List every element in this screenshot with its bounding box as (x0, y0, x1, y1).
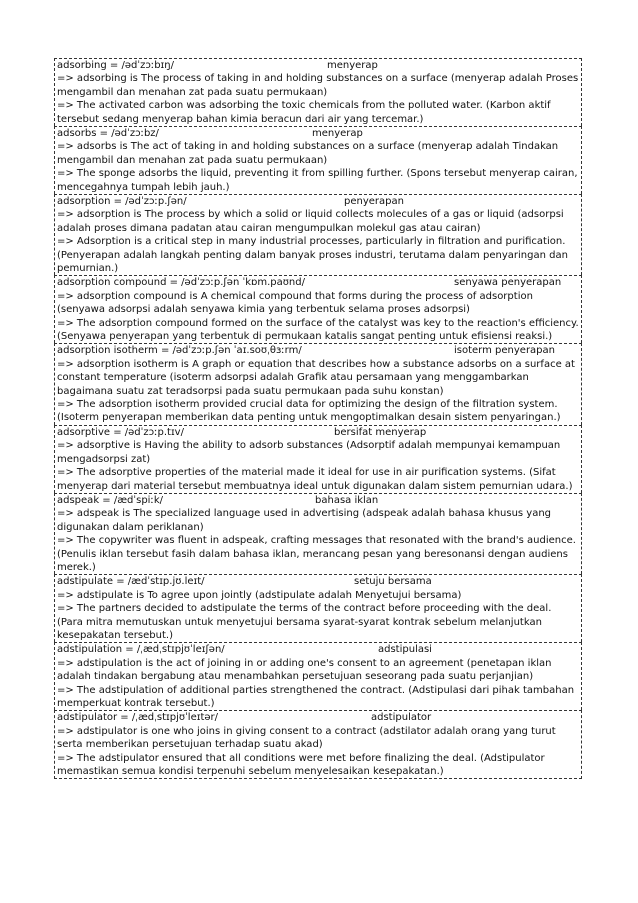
entry-translation: isoterm penyerapan (454, 345, 555, 357)
entry-example: => The adsorptive properties of the material made it ideal for use in air purification systems. (Sifat menyerap dari material tersebut membuatnya ideal untuk digunakan dalam sistem pemurnian udara.) (57, 467, 573, 492)
dictionary-entry (54, 58, 582, 126)
entry-example: => The copywriter was fluent in adspeak, crafting messages that resonated with the brand's audience. (Penulis iklan tersebut fasih dalam bahasa iklan, merancang pesan yang beresonansi dengan audiens merek.) (57, 535, 576, 573)
dictionary-entry (54, 194, 582, 275)
entry-headword: adsorption compound = /ədˈzɔːp.ʃən ˈkɒm.paʊnd/ (57, 277, 305, 289)
entry-headword-line (57, 643, 579, 656)
dictionary-entry (54, 574, 582, 642)
entry-translation: adstipulasi (378, 644, 432, 656)
entry-headword: adspeak = /ædˈspiːk/ (57, 494, 163, 506)
entry-example: => The adsorption compound formed on the surface of the catalyst was key to the reaction's efficiency. (Senyawa penyerapan yang terbentuk di permukaan katalis sangat penting untuk efisiensi reaksi.) (57, 317, 579, 343)
entry-translation: bahasa iklan (315, 494, 379, 506)
entry-headword-line (57, 426, 579, 439)
dictionary-entry (54, 642, 582, 710)
entry-translation: bersifat menyerap (334, 426, 427, 438)
entry-headword-line (57, 127, 579, 140)
dictionary-entry (54, 493, 582, 574)
entry-definition: => adstipulator is one who joins in giving consent to a contract (adstilator adalah orang yang turut serta memberikan persetujuan terhadap suatu akad) (57, 725, 556, 751)
entry-definition: => adstipulation is the act of joining in or adding one's consent to an agreement (penetapan iklan adalah tindakan bergabung atau menambahkan persetujuan seseorang pada suatu perjanjian) (57, 657, 552, 683)
entry-example: => The activated carbon was adsorbing the toxic chemicals from the polluted water. (Karbon aktif tersebut sedang menyerap bahan kimia beracun dari air yang tercemar.) (57, 100, 551, 125)
entry-headword: adstipulation = /ˌædˌstɪpjʊˈleɪʃən/ (57, 644, 225, 656)
entry-translation: penyerapan (344, 196, 404, 208)
entry-example: => Adsorption is a critical step in many industrial processes, particularly in filtration and purification. (Penyerapan adalah langkah penting dalam banyak proses industri, terutama dalam penyaringan dan pemurnian.) (57, 236, 568, 275)
entry-headword-line (57, 276, 579, 289)
entry-translation: menyerap (327, 60, 378, 71)
entry-definition: => adsorptive is Having the ability to adsorb substances (Adsorptif adalah mempunyai kemampuan mengadsorpsi zat) (57, 440, 561, 465)
entry-headword-line (57, 575, 579, 588)
dictionary-entry (54, 425, 582, 493)
dictionary-entry (54, 710, 582, 779)
entry-headword-line (57, 59, 579, 72)
dictionary-document (54, 58, 582, 779)
entry-example: => The sponge adsorbs the liquid, preventing it from spilling further. (Spons tersebut menyerap cairan, mencegahnya tumpah lebih jauh.) (57, 168, 578, 193)
entry-definition: => adspeak is The specialized language used in advertising (adspeak adalah bahasa khusus yang digunakan dalam periklanan) (57, 508, 552, 533)
entry-headword-line (57, 494, 579, 507)
entry-definition: => adsorbing is The process of taking in and holding substances on a surface (menyerap adalah Proses mengambil dan menahan zat pada suatu permukaan) (57, 73, 579, 98)
entry-headword: adsorption isotherm = /ədˈzɔːp.ʃən ˈaɪ.soʊˌθɜːrm/ (57, 345, 302, 357)
entry-headword-line (57, 344, 579, 357)
entry-definition: => adsorbs is The act of taking in and holding substances on a surface (menyerap adalah Tindakan mengambil dan menahan zat pada suatu permukaan) (57, 141, 559, 166)
entry-translation: setuju bersama (354, 576, 432, 588)
dictionary-entry (54, 275, 582, 343)
entry-definition: => adsorption isotherm is A graph or equation that describes how a substance adsorbs on a surface at constant temperature (isoterm adsorpsi adalah Grafik atau persamaan yang menggambarkan bagaimana suatu zat teradsorpsi pada suatu permukaan pada suhu konstan) (57, 358, 575, 397)
entry-example: => The adsorption isotherm provided crucial data for optimizing the design of the filtration system. (Isoterm penyerapan memberikan data penting untuk mengoptimalkan desain sistem penyaringan.) (57, 399, 561, 424)
entry-headword: adsorbing = /ədˈzɔːbɪŋ/ (57, 60, 174, 71)
dictionary-entry (54, 126, 582, 194)
entry-example: => The adstipulator ensured that all conditions were met before finalizing the deal. (Adstipulator memastikan semua kondisi terpenuhi sebelum menyelesaikan kesepakatan.) (57, 752, 545, 777)
entry-headword: adsorptive = /ədˈzɔːp.tɪv/ (57, 426, 184, 438)
entry-translation: adstipulator (371, 712, 432, 724)
entry-definition: => adstipulate is To agree upon jointly (adstipulate adalah Menyetujui bersama) (57, 589, 462, 601)
entry-headword: adstipulate = /ædˈstɪp.jʊ.leɪt/ (57, 576, 205, 588)
entry-headword-line (57, 195, 579, 208)
entry-headword: adsorption = /ədˈzɔːp.ʃən/ (57, 196, 187, 208)
entry-example: => The partners decided to adstipulate the terms of the contract before proceeding with the deal. (Para mitra memutuskan untuk menyetujui bersama syarat-syarat kontrak sebelum melanjutkan kesepakatan tersebut.) (57, 603, 552, 641)
entry-definition: => adsorption compound is A chemical compound that forms during the process of adsorption (senyawa adsorpsi adalah senyawa kimia yang terbentuk selama proses adsorpsi) (57, 290, 533, 316)
entry-headword: adstipulator = /ˌædˌstɪpjʊˈleɪtər/ (57, 712, 218, 724)
entry-example: => The adstipulation of additional parties strengthened the contract. (Adstipulasi dari pihak tambahan memperkuat kontrak tersebut.) (57, 684, 575, 709)
entry-headword: adsorbs = /ədˈzɔːbz/ (57, 128, 159, 140)
dictionary-entry (54, 343, 582, 424)
entry-definition: => adsorption is The process by which a solid or liquid collects molecules of a gas or liquid (adsorpsi adalah proses dimana padatan atau cairan mengumpulkan molekul gas atau cairan) (57, 209, 564, 234)
entry-translation: menyerap (312, 128, 363, 140)
entry-translation: senyawa penyerapan (454, 277, 562, 289)
entry-headword-line (57, 711, 579, 724)
